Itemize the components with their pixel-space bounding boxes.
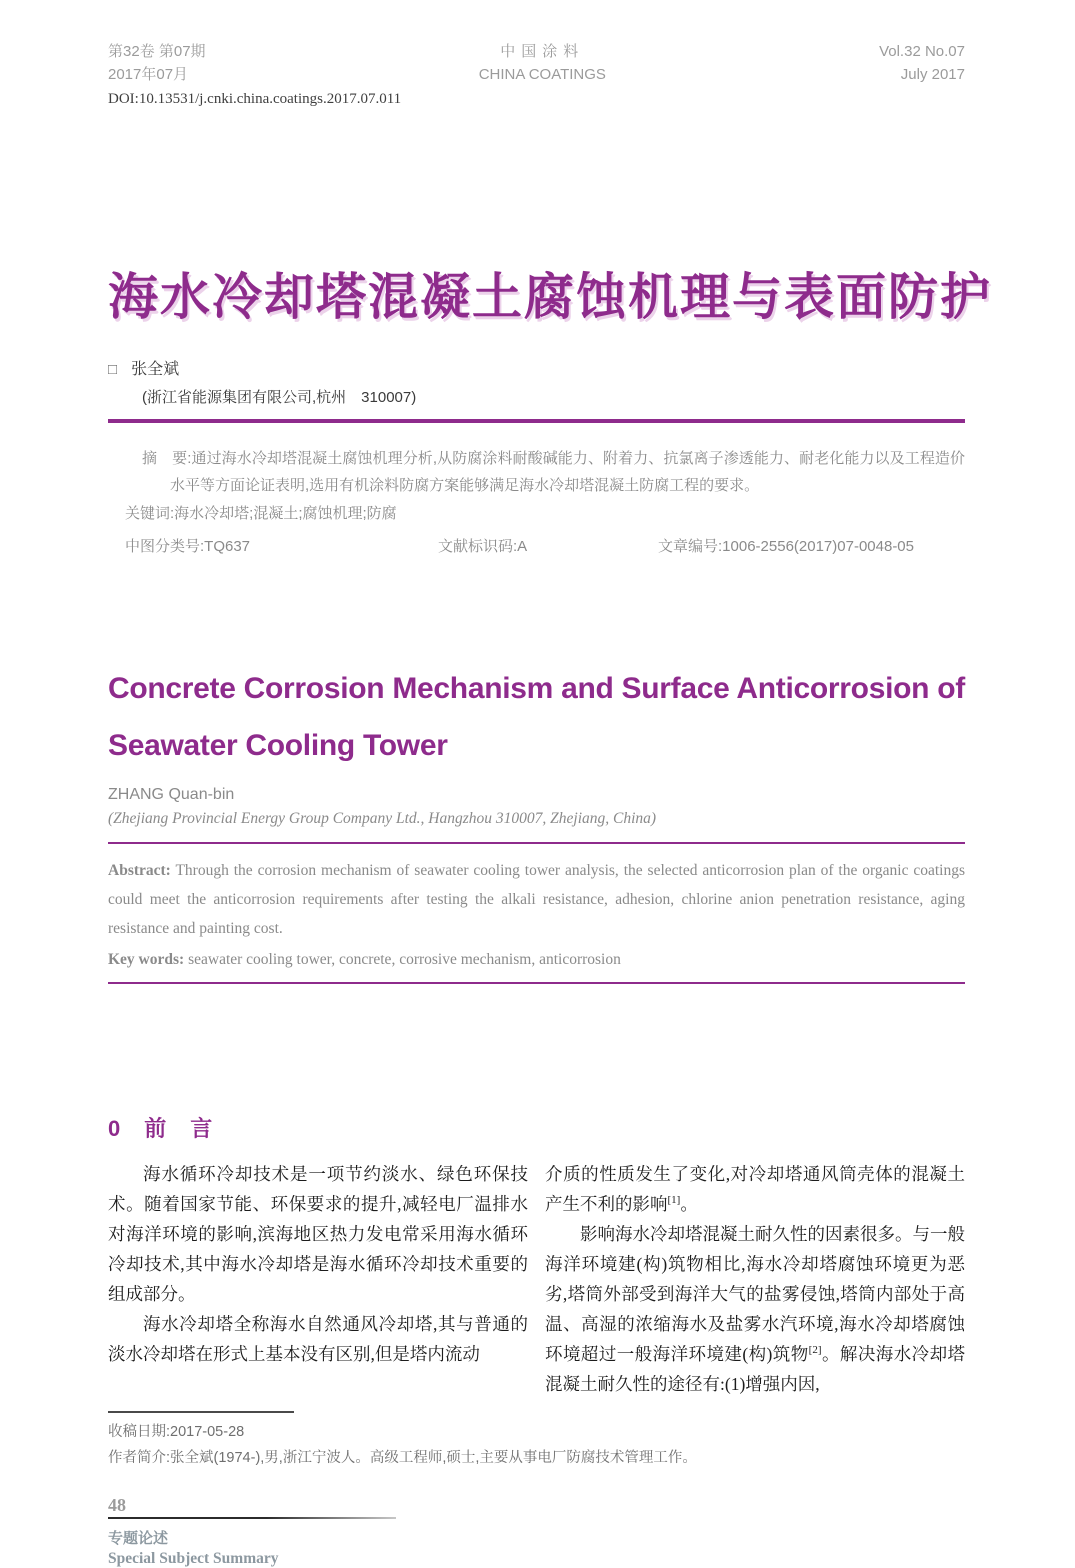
paragraph: 影响海水冷却塔混凝土耐久性的因素很多。与一般海洋环境建(构)筑物相比,海水冷却塔腐蚀环境更为恶劣,塔筒外部受到海洋大气的盐雾侵蚀,塔筒内部处于高温、高湿的浓缩海水及盐雾水汽环境,海水冷却塔腐蚀环境超过一般海洋环境建(构)筑物[2]。解决海水冷却塔混凝土耐久性的途径有:(1)增强内因, — [545, 1224, 966, 1394]
journal-title-cn: 中国涂料 — [500, 43, 585, 60]
abstract-block-en — [108, 856, 965, 974]
author-name-en: ZHANG Quan-bin — [108, 786, 235, 803]
keywords-label-en: Key words: — [108, 951, 185, 968]
received-date: 收稿日期:2017-05-28 — [108, 1424, 245, 1440]
article-number: 文章编号:1006-2556(2017)07-0048-05 — [658, 538, 914, 555]
document-code: 文献标识码:A — [438, 538, 528, 555]
author-row-cn — [108, 356, 965, 379]
keywords-en — [108, 945, 965, 974]
footnote-rule — [108, 1411, 294, 1413]
author-name-cn: 张全斌 — [131, 361, 180, 378]
footnote-block — [108, 1411, 965, 1471]
column-title-en: Special Subject Summary — [108, 1550, 279, 1567]
abstract-block-cn — [108, 445, 965, 560]
keywords-text-en: seawater cooling tower, concrete, corrosive mechanism, anticorrosion — [184, 951, 621, 968]
volume-issue-en: Vol.32 No.07 — [879, 43, 965, 60]
author-square-marker-icon: □ — [108, 361, 118, 378]
date-en: July 2017 — [900, 66, 965, 83]
abstract-cn — [125, 445, 965, 499]
divider-rule-top — [108, 419, 965, 423]
page-content — [108, 0, 992, 1568]
keywords-label-cn: 关键词: — [125, 505, 175, 522]
divider-rule-abstract-bottom — [108, 982, 965, 984]
affiliation-cn: (浙江省能源集团有限公司,杭州 310007) — [142, 389, 417, 406]
body-columns — [108, 1159, 965, 1399]
running-head-center — [479, 40, 606, 86]
paragraph: 海水循环冷却技术是一项节约淡水、绿色环保技术。随着国家节能、环保要求的提升,减轻电厂温排水对海洋环境的影响,滨海地区热力发电常采用海水循环冷却技术,其中海水冷却塔是海水循环冷却技术重要的组成部分。 — [108, 1164, 528, 1304]
abstract-en — [108, 856, 965, 943]
citation-ref-2: [2] — [808, 1344, 822, 1357]
citation-ref-1: [1] — [667, 1194, 681, 1207]
abstract-text-en: Through the corrosion mechanism of seawater cooling tower analysis, the selected anticorrosion plan of the organic coatings could meet the anticorrosion requirements after testing the alkali resistance, adhesion, chlorine anion penetration resistance, aging resistance and painting cost. — [108, 862, 965, 937]
divider-rule-abstract-top — [108, 842, 965, 844]
abstract-label-en: Abstract: — [108, 862, 171, 879]
article-title-cn: 海水冷却塔混凝土腐蚀机理与表面防护 — [108, 269, 992, 325]
clc-number: 中图分类号:TQ637 — [125, 538, 251, 555]
author-bio: 作者简介:张全斌(1974-),男,浙江宁波人。高级工程师,硕士,主要从事电厂防腐技术管理工作。 — [108, 1450, 697, 1466]
journal-running-head — [108, 0, 965, 86]
section-heading-intro: 0 前 言 — [108, 1116, 214, 1141]
paragraph: 海水冷却塔全称海水自然通风冷却塔,其与普通的淡水冷却塔在形式上基本没有区别,但是塔内流动 — [108, 1314, 528, 1364]
volume-issue-cn: 第32卷 第07期 — [108, 43, 206, 60]
date-cn: 2017年07月 — [108, 66, 189, 83]
abstract-label-cn: 摘 要: — [142, 450, 192, 467]
page-footer — [108, 1495, 965, 1568]
page-number-rule — [108, 1517, 396, 1519]
article-title-en-line2: Seawater Cooling Tower — [108, 729, 448, 762]
running-head-left — [108, 40, 206, 86]
classification-row — [125, 533, 965, 560]
journal-title-en: CHINA COATINGS — [478, 66, 606, 83]
abstract-text-cn: 通过海水冷却塔混凝土腐蚀机理分析,从防腐涂料耐酸碱能力、附着力、抗氯离子渗透能力、耐老化能力以及工程造价水平等方面论证表明,选用有机涂料防腐方案能够满足海水冷却塔混凝土防腐工程的要求。 — [170, 450, 965, 494]
body-column-left — [108, 1159, 528, 1369]
body-column-right — [545, 1159, 965, 1399]
doi: DOI:10.13531/j.cnki.china.coatings.2017.07.011 — [108, 91, 402, 107]
article-title-en-line1: Concrete Corrosion Mechanism and Surface Anticorrosion of — [108, 672, 965, 705]
affiliation-en: (Zhejiang Provincial Energy Group Company Ltd., Hangzhou 310007, Zhejiang, China) — [108, 810, 657, 827]
keywords-text-cn: 海水冷却塔;混凝土;腐蚀机理;防腐 — [174, 505, 397, 522]
column-title-cn: 专题论述 — [108, 1530, 169, 1547]
running-head-right — [879, 40, 965, 86]
keywords-cn — [125, 500, 965, 527]
page-number: 48 — [108, 1495, 126, 1515]
article-title-en — [108, 660, 965, 774]
paragraph: 介质的性质发生了变化,对冷却塔通风筒壳体的混凝土产生不利的影响[1]。 — [545, 1164, 965, 1214]
